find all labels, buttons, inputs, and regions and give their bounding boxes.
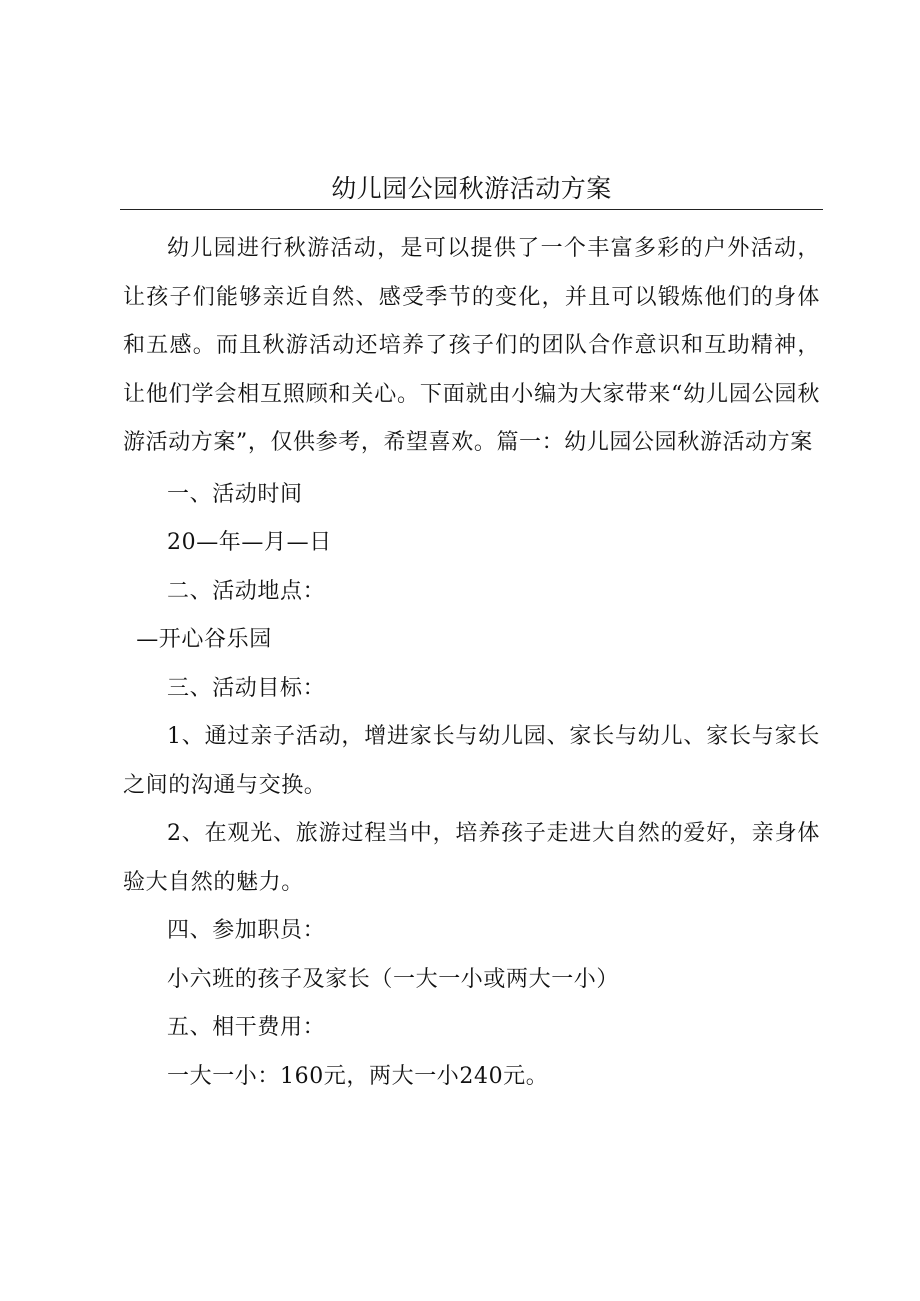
- section-heading-goals: 三、活动目标：: [167, 675, 326, 701]
- section-heading-location: 二、活动地点：: [167, 578, 326, 604]
- section-heading-participants: 四、参加职员：: [167, 918, 326, 943]
- section-body-participants: 小六班的孩子及家长（一大一小或两大一小）: [167, 966, 620, 992]
- goal-item: 1、通过亲子活动，增进家长与幼儿园、家长与幼儿、家长与家长之间的沟通与交换。: [123, 724, 820, 798]
- goal-item: 2、在观光、旅游过程当中，培养孩子走进大自然的爱好，亲身体验大自然的魅力。: [123, 821, 820, 895]
- section-body-location: —开心谷乐园: [136, 627, 272, 652]
- section-body-time: 20—年—月—日: [167, 530, 332, 555]
- intro-paragraph: 幼儿园进行秋游活动，是可以提供了一个丰富多彩的户外活动，让孩子们能够亲近自然、感受季节的变化，并且可以锻炼他们的身体和五感。而且秋游活动还培养了孩子们的团队合作意识和互助精神，让他们学会相互照顾和关心。下面就由小编为大家带来“幼儿园公园秋游活动方案”，仅供参考，希望喜欢。篇一：幼儿园公园秋游活动方案: [123, 236, 820, 455]
- section-heading-time: 一、活动时间: [167, 481, 303, 507]
- document-title: 幼儿园公园秋游活动方案: [331, 174, 612, 203]
- title-underline: [120, 209, 823, 210]
- section-heading-fees: 五、相干费用：: [167, 1015, 326, 1040]
- document-body: [123, 225, 820, 1101]
- section-body-fees: 一大一小：160元，两大一小240元。: [167, 1063, 549, 1089]
